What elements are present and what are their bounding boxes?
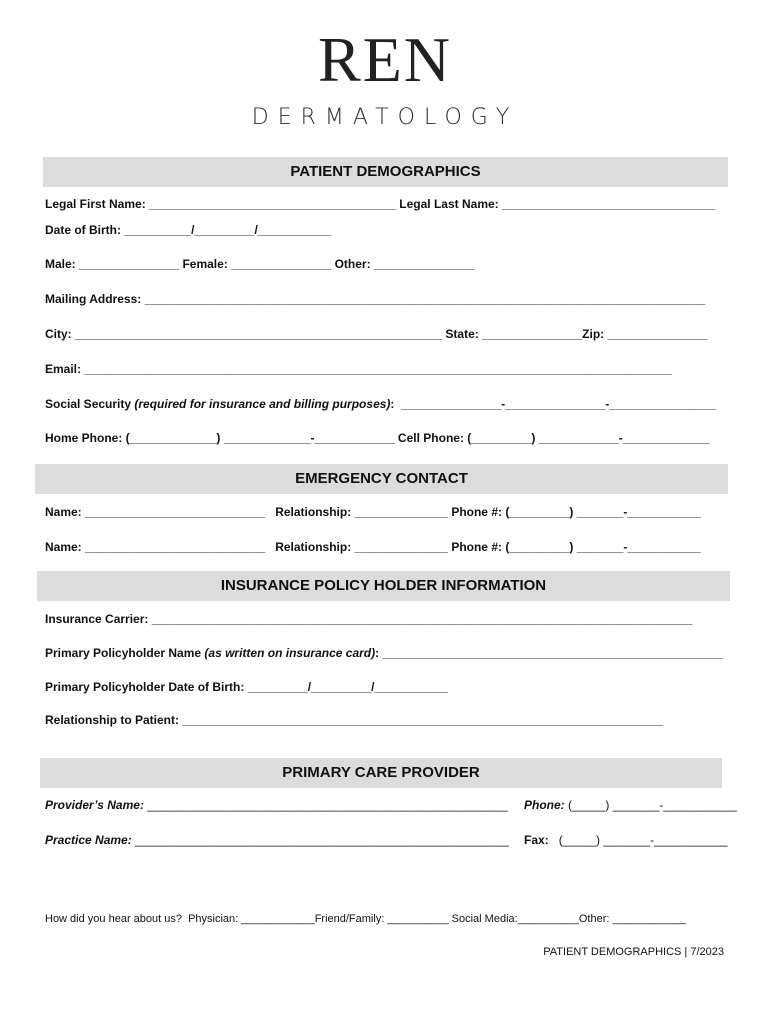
practice-name-field[interactable] [45, 833, 509, 847]
policyholder-note: (as written on insurance card) [204, 646, 376, 660]
logo-subtitle: DERMATOLOGY [251, 105, 519, 130]
section-header-emergency: EMERGENCY CONTACT [35, 464, 728, 494]
practice-blank[interactable]: ________________________________________________________ [131, 833, 509, 847]
provider-blank[interactable]: ______________________________________________________ [143, 798, 508, 812]
policyholder-blank[interactable]: : ___________________________________________________ [375, 646, 723, 660]
email-field[interactable]: Email: ________________________________________________________________________________________ [45, 362, 672, 376]
ssn-note: (required for insurance and billing purposes) [134, 397, 391, 411]
form-identifier: PATIENT DEMOGRAPHICS | 7/2023 [543, 946, 724, 958]
practice-fax-field[interactable] [524, 833, 728, 847]
gender-fields[interactable]: Male: _______________ Female: _______________ Other: _______________ [45, 257, 475, 271]
policyholder-label: Primary Policyholder Name [45, 646, 205, 660]
provider-phone-blank[interactable]: (_____) _______-___________ [564, 798, 737, 812]
section-header-demographics: PATIENT DEMOGRAPHICS [43, 157, 728, 187]
practice-fax-label: Fax: [524, 833, 549, 847]
relationship-to-patient-field[interactable]: Relationship to Patient: ________________________________________________________________________ [45, 713, 663, 727]
emergency-contact-row[interactable]: Name: ___________________________ Relationship: ______________ Phone #: (_________) _______-___________ [45, 505, 701, 519]
provider-phone-label: Phone: [524, 798, 565, 812]
logo-title: REN [318, 24, 452, 95]
section-header-pcp: PRIMARY CARE PROVIDER [40, 758, 722, 788]
provider-name-field[interactable] [45, 798, 508, 812]
emergency-contact-row[interactable]: Name: ___________________________ Relationship: ______________ Phone #: (_________) _______-___________ [45, 540, 701, 554]
city-state-zip-fields[interactable]: City: _______________________________________________________ State: _______________Zip: _______________ [45, 327, 708, 341]
ssn-blank[interactable]: : _______________-_______________-________________ [390, 397, 717, 411]
date-of-birth-field[interactable]: Date of Birth: __________/_________/___________ [45, 223, 332, 237]
ssn-label: Social Security [45, 397, 135, 411]
phone-fields[interactable]: Home Phone: (_____________) _____________-____________ Cell Phone: (_________) ____________-_____________ [45, 431, 710, 445]
mailing-address-field[interactable]: Mailing Address: ____________________________________________________________________________________ [45, 292, 706, 306]
provider-label: Provider’s Name: [45, 798, 144, 812]
referral-source-question[interactable]: How did you hear about us? Physician: ____________Friend/Family: __________ Social Media:__________Other: ____________ [45, 913, 686, 925]
practice-fax-blank[interactable]: (_____) _______-___________ [548, 833, 728, 847]
legal-name-fields[interactable]: Legal First Name: _____________________________________ Legal Last Name: ________________________________ [45, 197, 716, 211]
provider-phone-field[interactable] [524, 798, 737, 812]
practice-label: Practice Name: [45, 833, 132, 847]
insurance-carrier-field[interactable]: Insurance Carrier: _________________________________________________________________________________ [45, 612, 693, 626]
policyholder-dob-field[interactable]: Primary Policyholder Date of Birth: _________/_________/___________ [45, 680, 448, 694]
policyholder-name-field[interactable] [45, 646, 723, 660]
social-security-field[interactable] [45, 397, 716, 411]
section-header-insurance: INSURANCE POLICY HOLDER INFORMATION [37, 571, 730, 601]
